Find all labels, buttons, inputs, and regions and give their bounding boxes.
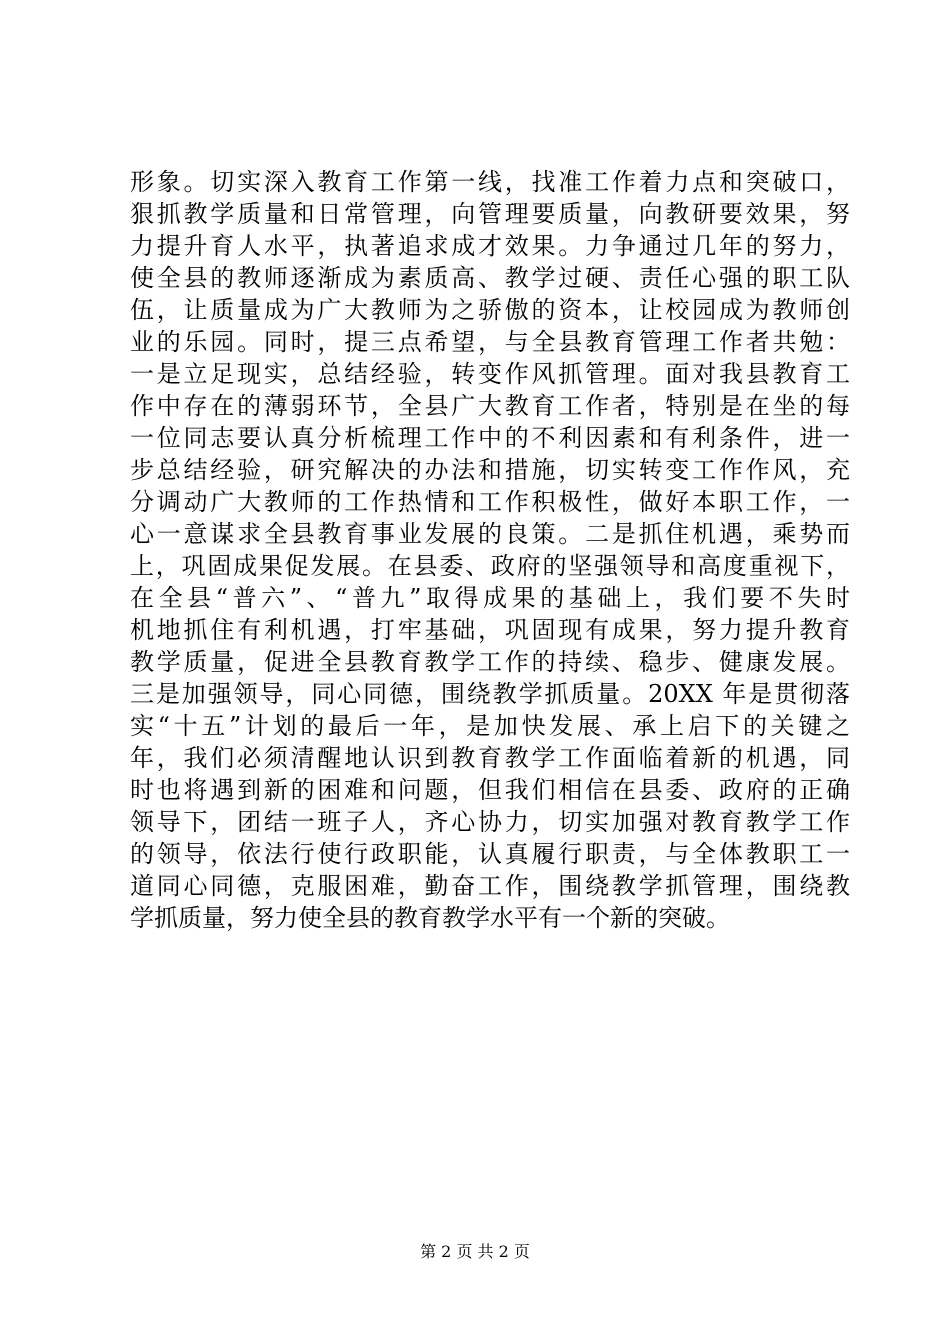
text-line: 领导下，团结一班子人，齐心协力，切实加强对教育教学工作 (130, 808, 850, 836)
text-line: 教学质量，促进全县教育教学工作的持续、稳步、健康发展。 (130, 648, 850, 676)
text-line: 实“十五”计划的最后一年，是加快发展、承上启下的关键之 (130, 712, 850, 740)
text-line: 道同心同德，克服困难，勤奋工作，围绕教学抓管理，围绕教 (130, 872, 850, 900)
text-line: 年，我们必须清醒地认识到教育教学工作面临着新的机遇，同 (130, 744, 850, 772)
text-line: 伍，让质量成为广大教师为之骄傲的资本，让校园成为教师创 (130, 296, 850, 324)
text-line: 一是立足现实，总结经验，转变作风抓管理。面对我县教育工 (130, 360, 850, 388)
page-number-footer: 第 2 页 共 2 页 (420, 1242, 530, 1261)
text-line: 业的乐园。同时，提三点希望，与全县教育管理工作者共勉： (130, 328, 850, 356)
text-line: 力提升育人水平，执著追求成才效果。力争通过几年的努力， (130, 232, 850, 260)
text-line: 时也将遇到新的困难和问题，但我们相信在县委、政府的正确 (130, 776, 850, 804)
text-line: 使全县的教师逐渐成为素质高、教学过硬、责任心强的职工队 (130, 264, 850, 292)
text-line: 分调动广大教师的工作热情和工作积极性，做好本职工作，一 (130, 488, 850, 516)
text-line: 学抓质量，努力使全县的教育教学水平有一个新的突破。 (130, 904, 730, 932)
text-line: 步总结经验，研究解决的办法和措施，切实转变工作作风，充 (130, 456, 850, 484)
text-line: 狠抓教学质量和日常管理，向管理要质量，向教研要效果，努 (130, 200, 850, 228)
body-paragraph (130, 166, 850, 934)
text-line: 的领导，依法行使行政职能，认真履行职责，与全体教职工一 (130, 840, 850, 868)
text-line: 机地抓住有利机遇，打牢基础，巩固现有成果，努力提升教育 (130, 616, 850, 644)
text-line: 在全县“普六”、“普九”取得成果的基础上，我们要不失时 (130, 584, 850, 612)
text-line: 一位同志要认真分析梳理工作中的不利因素和有利条件，进一 (130, 424, 850, 452)
text-line: 三是加强领导，同心同德，围绕教学抓质量。20XX 年是贯彻落 (130, 680, 850, 708)
text-line: 上，巩固成果促发展。在县委、政府的坚强领导和高度重视下， (130, 552, 850, 580)
text-line: 心一意谋求全县教育事业发展的良策。二是抓住机遇，乘势而 (130, 520, 850, 548)
text-line: 形象。切实深入教育工作第一线，找准工作着力点和突破口， (130, 168, 850, 196)
text-line: 作中存在的薄弱环节，全县广大教育工作者，特别是在坐的每 (130, 392, 850, 420)
